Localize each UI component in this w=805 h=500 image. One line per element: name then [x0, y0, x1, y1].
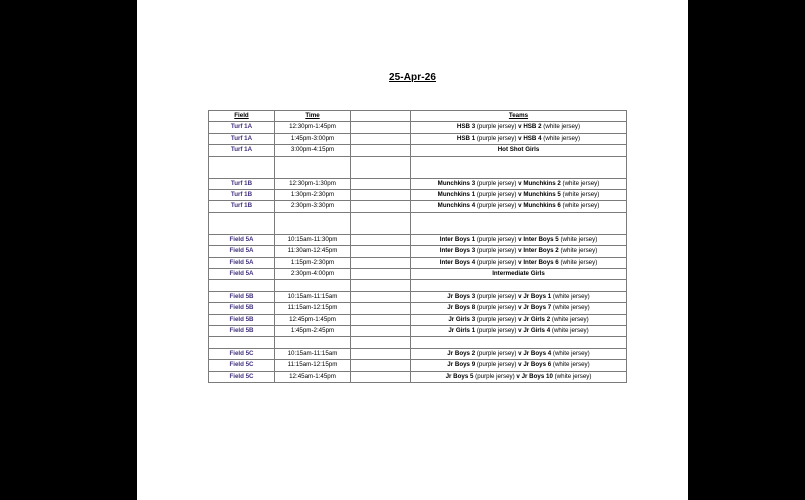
home-team-name: Jr Boys 8 [447, 304, 476, 312]
matchup-text: Jr Boys 8 (purple jersey) v Jr Boys 7 (white jersey) [447, 304, 590, 312]
versus-separator: v [516, 372, 520, 380]
versus-separator: v [518, 247, 522, 255]
cell-blank [351, 201, 411, 212]
cell-blank [351, 314, 411, 325]
cell-field: Field 5B [209, 314, 275, 325]
cell-time: 10:15am-11:15am [275, 291, 351, 302]
cell-field: Field 5A [209, 257, 275, 268]
home-team-name: Inter Boys 1 [439, 235, 476, 243]
cell-time: 12:45am-1:45pm [275, 371, 351, 382]
table-row [209, 133, 627, 144]
away-team-name: Munchkins 6 [523, 202, 561, 210]
cell-blank [351, 190, 411, 201]
matchup-text: Munchkins 4 (purple jersey) v Munchkins 6 (white jersey) [437, 202, 600, 210]
versus-separator: v [518, 327, 522, 335]
cell-teams [411, 122, 627, 133]
table-row [209, 269, 627, 280]
cell-teams [411, 348, 627, 359]
cell-time [275, 280, 351, 291]
cell-teams [411, 190, 627, 201]
matchup-text: Jr Boys 3 (purple jersey) v Jr Boys 1 (white jersey) [447, 292, 590, 300]
cell-field: Turf 1B [209, 190, 275, 201]
cell-blank [351, 280, 411, 291]
cell-time: 3:00pm-4:15pm [275, 145, 351, 156]
cell-teams [411, 280, 627, 291]
home-team-name: Inter Boys 4 [439, 258, 476, 266]
away-team-name: Inter Boys 6 [523, 258, 559, 266]
cell-time: 10:15am-11:15am [275, 348, 351, 359]
cell-teams [411, 133, 627, 144]
table-row [209, 326, 627, 337]
cell-field: Field 5C [209, 371, 275, 382]
cell-time: 1:15pm-2:30pm [275, 257, 351, 268]
cell-blank [351, 133, 411, 144]
versus-separator: v [518, 304, 522, 312]
cell-teams [411, 326, 627, 337]
cell-teams [411, 201, 627, 212]
cell-teams [411, 257, 627, 268]
versus-separator: v [518, 235, 522, 243]
away-team-name: Jr Boys 1 [523, 292, 552, 300]
versus-separator: v [518, 123, 522, 131]
header-row [209, 111, 627, 122]
cell-time: 2:30pm-4:00pm [275, 269, 351, 280]
table-row [209, 303, 627, 314]
column-header-field-label: Field [234, 112, 249, 119]
table-row [209, 246, 627, 257]
cell-field: Turf 1A [209, 145, 275, 156]
cell-blank [351, 326, 411, 337]
home-team-name: Inter Boys 3 [439, 247, 476, 255]
cell-field [209, 156, 275, 178]
page-title [137, 72, 688, 83]
letterbox-left [0, 0, 137, 500]
cell-field: Turf 1A [209, 122, 275, 133]
matchup-text: Jr Boys 2 (purple jersey) v Jr Boys 4 (white jersey) [447, 349, 590, 357]
cell-time: 12:30pm-1:45pm [275, 122, 351, 133]
table-body [209, 122, 627, 383]
table-row [209, 178, 627, 189]
cell-teams [411, 212, 627, 234]
cell-field: Field 5A [209, 246, 275, 257]
away-team-name: Jr Boys 6 [523, 361, 552, 369]
matchup-text: Munchkins 3 (purple jersey) v Munchkins 2 (white jersey) [437, 179, 600, 187]
matchup-text: Jr Boys 5 (purple jersey) v Jr Boys 10 (white jersey) [445, 372, 592, 380]
cell-time: 12:45pm-1:45pm [275, 314, 351, 325]
versus-separator: v [518, 349, 522, 357]
cell-time: 2:30pm-3:30pm [275, 201, 351, 212]
table-row [209, 145, 627, 156]
cell-field: Turf 1A [209, 133, 275, 144]
cell-blank [351, 371, 411, 382]
column-header-blank [351, 111, 411, 122]
cell-teams [411, 360, 627, 371]
cell-time: 10:15am-11:30pm [275, 234, 351, 245]
cell-field: Field 5B [209, 303, 275, 314]
column-header-teams-label: Teams [508, 112, 529, 119]
matchup-text: Jr Girls 3 (purple jersey) v Jr Girls 2 (white jersey) [448, 315, 589, 323]
cell-time [275, 156, 351, 178]
matchup-text: Jr Girls 1 (purple jersey) v Jr Girls 4 (white jersey) [448, 327, 589, 335]
cell-time: 11:15am-12:15pm [275, 303, 351, 314]
home-team-name: Jr Boys 2 [447, 349, 476, 357]
away-team-name: Jr Girls 2 [523, 315, 551, 323]
cell-time: 1:45pm-3:00pm [275, 133, 351, 144]
matchup-text: HSB 3 (purple jersey) v HSB 2 (white jersey) [456, 123, 581, 131]
cell-time: 1:30pm-2:30pm [275, 190, 351, 201]
home-team-name: HSB 1 [456, 134, 476, 142]
table-spacer-row [209, 156, 627, 178]
versus-separator: v [518, 202, 522, 210]
cell-field: Field 5C [209, 360, 275, 371]
table-row [209, 291, 627, 302]
versus-separator: v [518, 191, 522, 199]
cell-blank [351, 234, 411, 245]
table-spacer-row [209, 280, 627, 291]
cell-time: 12:30pm-1:30pm [275, 178, 351, 189]
away-team-name: Jr Boys 4 [523, 349, 552, 357]
document-page [137, 0, 688, 500]
versus-separator: v [518, 179, 522, 187]
column-header-field [209, 111, 275, 122]
cell-field: Field 5B [209, 326, 275, 337]
matchup-text: Munchkins 1 (purple jersey) v Munchkins 5 (white jersey) [437, 191, 600, 199]
cell-blank [351, 178, 411, 189]
home-team-name: HSB 3 [456, 123, 476, 131]
cell-field: Field 5B [209, 291, 275, 302]
cell-teams [411, 234, 627, 245]
versus-separator: v [518, 315, 522, 323]
versus-separator: v [518, 361, 522, 369]
cell-time: 11:30am-12:45pm [275, 246, 351, 257]
matchup-text: Jr Boys 9 (purple jersey) v Jr Boys 6 (white jersey) [447, 361, 590, 369]
cell-teams [411, 178, 627, 189]
versus-separator: v [518, 258, 522, 266]
home-team-name: Munchkins 1 [437, 191, 476, 199]
cell-teams [411, 145, 627, 156]
cell-blank [351, 269, 411, 280]
matchup-text: Inter Boys 3 (purple jersey) v Inter Boys 2 (white jersey) [439, 247, 598, 255]
table-header [209, 111, 627, 122]
home-team-name: Munchkins 4 [437, 202, 476, 210]
cell-field [209, 337, 275, 348]
column-header-teams [411, 111, 627, 122]
away-team-name: Munchkins 5 [523, 191, 561, 199]
cell-teams [411, 246, 627, 257]
cell-time: 11:15am-12:15pm [275, 360, 351, 371]
cell-field [209, 280, 275, 291]
matchup-text: Intermediate Girls [492, 270, 545, 278]
letterbox-right [688, 0, 805, 500]
away-team-name: HSB 2 [523, 123, 542, 131]
table-row [209, 371, 627, 382]
cell-teams [411, 303, 627, 314]
cell-teams [411, 371, 627, 382]
away-team-name: Munchkins 2 [523, 179, 561, 187]
cell-time: 1:45pm-2:45pm [275, 326, 351, 337]
cell-field: Field 5A [209, 269, 275, 280]
home-team-name: Jr Girls 3 [448, 315, 476, 323]
table-row [209, 122, 627, 133]
cell-field: Field 5A [209, 234, 275, 245]
schedule-table [208, 110, 627, 383]
away-team-name: Inter Boys 5 [523, 235, 559, 243]
cell-blank [351, 337, 411, 348]
table-row [209, 190, 627, 201]
cell-blank [351, 360, 411, 371]
home-team-name: Jr Boys 3 [447, 292, 476, 300]
cell-field [209, 212, 275, 234]
cell-teams [411, 337, 627, 348]
cell-field: Turf 1B [209, 178, 275, 189]
table-spacer-row [209, 212, 627, 234]
cell-blank [351, 145, 411, 156]
column-header-time-label: Time [305, 112, 320, 119]
cell-blank [351, 156, 411, 178]
cell-blank [351, 246, 411, 257]
table-row [209, 348, 627, 359]
home-team-name: Jr Boys 5 [445, 372, 474, 380]
table-spacer-row [209, 337, 627, 348]
cell-blank [351, 212, 411, 234]
cell-blank [351, 122, 411, 133]
table-row [209, 201, 627, 212]
versus-separator: v [518, 134, 522, 142]
cell-field: Field 5C [209, 348, 275, 359]
matchup-text: HSB 1 (purple jersey) v HSB 4 (white jersey) [456, 134, 581, 142]
cell-blank [351, 303, 411, 314]
cell-field: Turf 1B [209, 201, 275, 212]
matchup-text: Hot Shot Girls [497, 146, 540, 154]
matchup-text: Inter Boys 1 (purple jersey) v Inter Boys 5 (white jersey) [439, 235, 598, 243]
table-row [209, 314, 627, 325]
cell-teams [411, 156, 627, 178]
cell-time [275, 212, 351, 234]
cell-teams [411, 314, 627, 325]
away-team-name: Jr Boys 10 [521, 372, 553, 380]
page-title-text: 25-Apr-26 [388, 72, 437, 83]
table-row [209, 360, 627, 371]
cell-blank [351, 291, 411, 302]
versus-separator: v [518, 292, 522, 300]
table-row [209, 257, 627, 268]
cell-blank [351, 257, 411, 268]
home-team-name: Jr Girls 1 [448, 327, 476, 335]
table-row [209, 234, 627, 245]
column-header-time [275, 111, 351, 122]
cell-teams [411, 291, 627, 302]
cell-teams [411, 269, 627, 280]
home-team-name: Jr Boys 9 [447, 361, 476, 369]
cell-blank [351, 348, 411, 359]
home-team-name: Munchkins 3 [437, 179, 476, 187]
away-team-name: Jr Girls 4 [523, 327, 551, 335]
cell-time [275, 337, 351, 348]
away-team-name: HSB 4 [523, 134, 542, 142]
matchup-text: Inter Boys 4 (purple jersey) v Inter Boys 6 (white jersey) [439, 258, 598, 266]
away-team-name: Jr Boys 7 [523, 304, 552, 312]
away-team-name: Inter Boys 2 [523, 247, 559, 255]
